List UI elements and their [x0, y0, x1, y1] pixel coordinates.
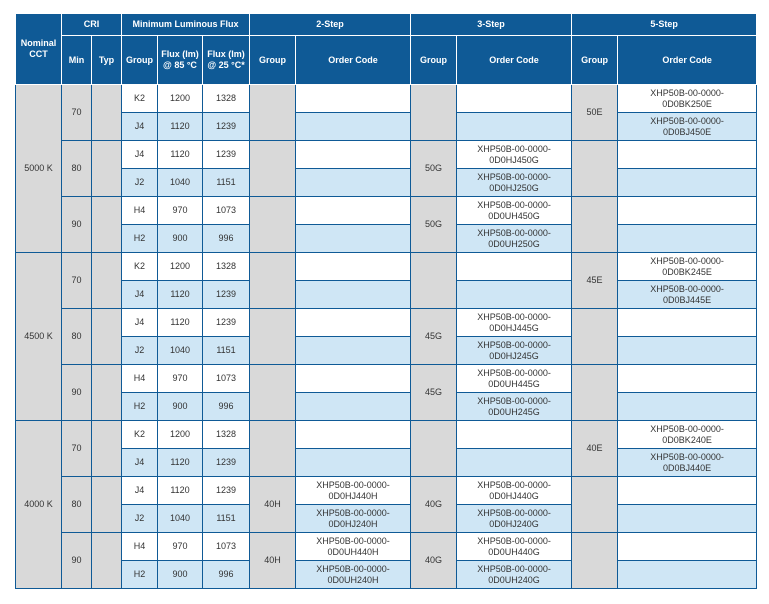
table-row — [16, 337, 757, 365]
cri-typ — [92, 141, 122, 197]
step2-group — [250, 253, 296, 309]
flux-group: J4 — [122, 113, 158, 141]
step5-order-code — [618, 365, 757, 393]
step2-order-code: XHP50B-00-0000- 0D0UH440H — [296, 533, 411, 561]
step3-order-code — [457, 113, 572, 141]
step5-group — [572, 197, 618, 253]
flux-25: 1151 — [203, 337, 250, 365]
step5-group — [572, 141, 618, 197]
step3-order-code: XHP50B-00-0000- 0D0UH440G — [457, 533, 572, 561]
flux-group: K2 — [122, 253, 158, 281]
step2-order-code — [296, 85, 411, 113]
flux-85: 970 — [158, 365, 203, 393]
step5-order-code — [618, 505, 757, 533]
step2-order-code — [296, 169, 411, 197]
step2-group — [250, 141, 296, 197]
flux-25: 1328 — [203, 85, 250, 113]
flux-25: 1239 — [203, 309, 250, 337]
flux-25: 996 — [203, 225, 250, 253]
step2-order-code — [296, 197, 411, 225]
table-row — [16, 421, 757, 449]
flux-25: 1239 — [203, 141, 250, 169]
cri-min: 80 — [62, 477, 92, 533]
step5-order-code: XHP50B-00-0000- 0D0BJ445E — [618, 281, 757, 309]
table-row — [16, 85, 757, 113]
step5-group — [572, 533, 618, 589]
step2-order-code: XHP50B-00-0000- 0D0UH240H — [296, 561, 411, 589]
step3-order-code — [457, 85, 572, 113]
step5-group — [572, 477, 618, 533]
step2-order-code — [296, 113, 411, 141]
header-3-step: 3-Step — [411, 14, 572, 36]
flux-85: 970 — [158, 533, 203, 561]
header-2-step: 2-Step — [250, 14, 411, 36]
flux-group: H4 — [122, 365, 158, 393]
step3-order-code: XHP50B-00-0000- 0D0UH250G — [457, 225, 572, 253]
flux-group: K2 — [122, 421, 158, 449]
flux-85: 1040 — [158, 337, 203, 365]
step3-group — [411, 85, 457, 141]
flux-group: J2 — [122, 337, 158, 365]
step3-order-code: XHP50B-00-0000- 0D0UH240G — [457, 561, 572, 589]
luminous-flux-table — [15, 13, 757, 589]
flux-85: 900 — [158, 225, 203, 253]
flux-25: 996 — [203, 561, 250, 589]
step2-group: 40H — [250, 477, 296, 533]
flux-group: J2 — [122, 505, 158, 533]
step5-order-code — [618, 141, 757, 169]
step2-group — [250, 365, 296, 421]
step5-group: 50E — [572, 85, 618, 141]
table-row — [16, 113, 757, 141]
flux-85: 1120 — [158, 449, 203, 477]
flux-85: 900 — [158, 393, 203, 421]
cri-min: 90 — [62, 533, 92, 589]
step3-order-code — [457, 253, 572, 281]
step3-group — [411, 253, 457, 309]
table-row — [16, 449, 757, 477]
flux-85: 1120 — [158, 477, 203, 505]
step2-order-code — [296, 309, 411, 337]
header-2-step-group: Group — [250, 36, 296, 85]
flux-25: 1239 — [203, 113, 250, 141]
flux-25: 1328 — [203, 253, 250, 281]
flux-group: H4 — [122, 197, 158, 225]
flux-85: 1200 — [158, 253, 203, 281]
header-5-step-order-code: Order Code — [618, 36, 757, 85]
step5-order-code: XHP50B-00-0000- 0D0BK240E — [618, 421, 757, 449]
table-row — [16, 141, 757, 169]
step3-group: 45G — [411, 309, 457, 365]
table-row — [16, 225, 757, 253]
cri-typ — [92, 477, 122, 533]
cct-label: 4000 K — [16, 421, 62, 589]
flux-85: 1200 — [158, 85, 203, 113]
cri-min: 70 — [62, 253, 92, 309]
step2-order-code — [296, 421, 411, 449]
flux-group: H2 — [122, 225, 158, 253]
table-body — [16, 85, 757, 589]
step5-order-code — [618, 169, 757, 197]
step2-group — [250, 421, 296, 477]
flux-85: 1040 — [158, 505, 203, 533]
step3-order-code — [457, 281, 572, 309]
step5-order-code: XHP50B-00-0000- 0D0BJ440E — [618, 449, 757, 477]
header-5-step: 5-Step — [572, 14, 757, 36]
flux-85: 1120 — [158, 141, 203, 169]
step3-group: 50G — [411, 141, 457, 197]
flux-group: J4 — [122, 477, 158, 505]
table-row — [16, 393, 757, 421]
flux-group: J4 — [122, 309, 158, 337]
step3-order-code: XHP50B-00-0000- 0D0UH245G — [457, 393, 572, 421]
step5-order-code: XHP50B-00-0000- 0D0BK245E — [618, 253, 757, 281]
header-3-step-group: Group — [411, 36, 457, 85]
cri-min: 80 — [62, 309, 92, 365]
flux-85: 1200 — [158, 421, 203, 449]
cri-typ — [92, 309, 122, 365]
header-flux-group: Group — [122, 36, 158, 85]
step3-group: 40G — [411, 533, 457, 589]
header-typ: Typ — [92, 36, 122, 85]
step3-order-code — [457, 449, 572, 477]
step2-group — [250, 197, 296, 253]
table-row — [16, 505, 757, 533]
step5-order-code — [618, 561, 757, 589]
flux-group: K2 — [122, 85, 158, 113]
step3-order-code: XHP50B-00-0000- 0D0HJ240G — [457, 505, 572, 533]
step2-order-code: XHP50B-00-0000- 0D0HJ440H — [296, 477, 411, 505]
table-row — [16, 253, 757, 281]
table-row — [16, 561, 757, 589]
cri-min: 90 — [62, 365, 92, 421]
step5-group — [572, 309, 618, 365]
step2-order-code — [296, 281, 411, 309]
step5-order-code — [618, 533, 757, 561]
flux-25: 1239 — [203, 449, 250, 477]
step2-order-code — [296, 337, 411, 365]
step3-order-code: XHP50B-00-0000- 0D0HJ245G — [457, 337, 572, 365]
header-2-step-order-code: Order Code — [296, 36, 411, 85]
step3-group — [411, 421, 457, 477]
step3-order-code: XHP50B-00-0000- 0D0HJ250G — [457, 169, 572, 197]
step5-group — [572, 365, 618, 421]
cri-typ — [92, 421, 122, 477]
flux-85: 900 — [158, 561, 203, 589]
flux-25: 1073 — [203, 365, 250, 393]
step3-order-code: XHP50B-00-0000- 0D0HJ440G — [457, 477, 572, 505]
table-row — [16, 197, 757, 225]
cri-typ — [92, 253, 122, 309]
cct-label: 5000 K — [16, 85, 62, 253]
flux-25: 1239 — [203, 477, 250, 505]
header-cri: CRI — [62, 14, 122, 36]
table-row — [16, 365, 757, 393]
table-row — [16, 477, 757, 505]
flux-group: H4 — [122, 533, 158, 561]
flux-25: 1328 — [203, 421, 250, 449]
table-row — [16, 309, 757, 337]
table-row — [16, 281, 757, 309]
cri-min: 70 — [62, 85, 92, 141]
step5-order-code — [618, 477, 757, 505]
step2-group — [250, 85, 296, 141]
flux-group: H2 — [122, 561, 158, 589]
flux-group: J4 — [122, 449, 158, 477]
step3-group: 50G — [411, 197, 457, 253]
cri-typ — [92, 365, 122, 421]
step3-group: 40G — [411, 477, 457, 533]
flux-25: 1073 — [203, 197, 250, 225]
header-min-luminous-flux: Minimum Luminous Flux — [122, 14, 250, 36]
step5-group: 45E — [572, 253, 618, 309]
step5-order-code — [618, 393, 757, 421]
table-row — [16, 169, 757, 197]
step2-order-code: XHP50B-00-0000- 0D0HJ240H — [296, 505, 411, 533]
step2-order-code — [296, 141, 411, 169]
step2-order-code — [296, 225, 411, 253]
header-min: Min — [62, 36, 92, 85]
step2-order-code — [296, 449, 411, 477]
table-row — [16, 533, 757, 561]
flux-85: 1120 — [158, 113, 203, 141]
cri-typ — [92, 197, 122, 253]
cri-min: 70 — [62, 421, 92, 477]
cri-min: 80 — [62, 141, 92, 197]
step2-group — [250, 309, 296, 365]
cri-typ — [92, 533, 122, 589]
step3-order-code: XHP50B-00-0000- 0D0HJ445G — [457, 309, 572, 337]
flux-85: 1040 — [158, 169, 203, 197]
flux-25: 1151 — [203, 169, 250, 197]
table-header — [16, 14, 757, 85]
cri-typ — [92, 85, 122, 141]
header-flux-25: Flux (lm) @ 25 °C* — [203, 36, 250, 85]
header-5-step-group: Group — [572, 36, 618, 85]
cct-label: 4500 K — [16, 253, 62, 421]
step5-order-code: XHP50B-00-0000- 0D0BJ450E — [618, 113, 757, 141]
flux-group: J4 — [122, 141, 158, 169]
step5-order-code — [618, 309, 757, 337]
step2-order-code — [296, 365, 411, 393]
step2-order-code — [296, 253, 411, 281]
cri-min: 90 — [62, 197, 92, 253]
step5-order-code — [618, 225, 757, 253]
flux-25: 996 — [203, 393, 250, 421]
flux-85: 1120 — [158, 309, 203, 337]
flux-25: 1239 — [203, 281, 250, 309]
step2-order-code — [296, 393, 411, 421]
flux-group: H2 — [122, 393, 158, 421]
flux-85: 1120 — [158, 281, 203, 309]
step5-order-code — [618, 197, 757, 225]
flux-25: 1151 — [203, 505, 250, 533]
flux-85: 970 — [158, 197, 203, 225]
step3-order-code — [457, 421, 572, 449]
step5-order-code — [618, 337, 757, 365]
header-flux-85: Flux (lm) @ 85 °C — [158, 36, 203, 85]
step2-group: 40H — [250, 533, 296, 589]
flux-group: J4 — [122, 281, 158, 309]
flux-25: 1073 — [203, 533, 250, 561]
flux-group: J2 — [122, 169, 158, 197]
step3-order-code: XHP50B-00-0000- 0D0HJ450G — [457, 141, 572, 169]
step3-order-code: XHP50B-00-0000- 0D0UH445G — [457, 365, 572, 393]
header-nominal-cct: Nominal CCT — [16, 14, 62, 85]
step3-group: 45G — [411, 365, 457, 421]
header-3-step-order-code: Order Code — [457, 36, 572, 85]
step5-group: 40E — [572, 421, 618, 477]
step3-order-code: XHP50B-00-0000- 0D0UH450G — [457, 197, 572, 225]
step5-order-code: XHP50B-00-0000- 0D0BK250E — [618, 85, 757, 113]
